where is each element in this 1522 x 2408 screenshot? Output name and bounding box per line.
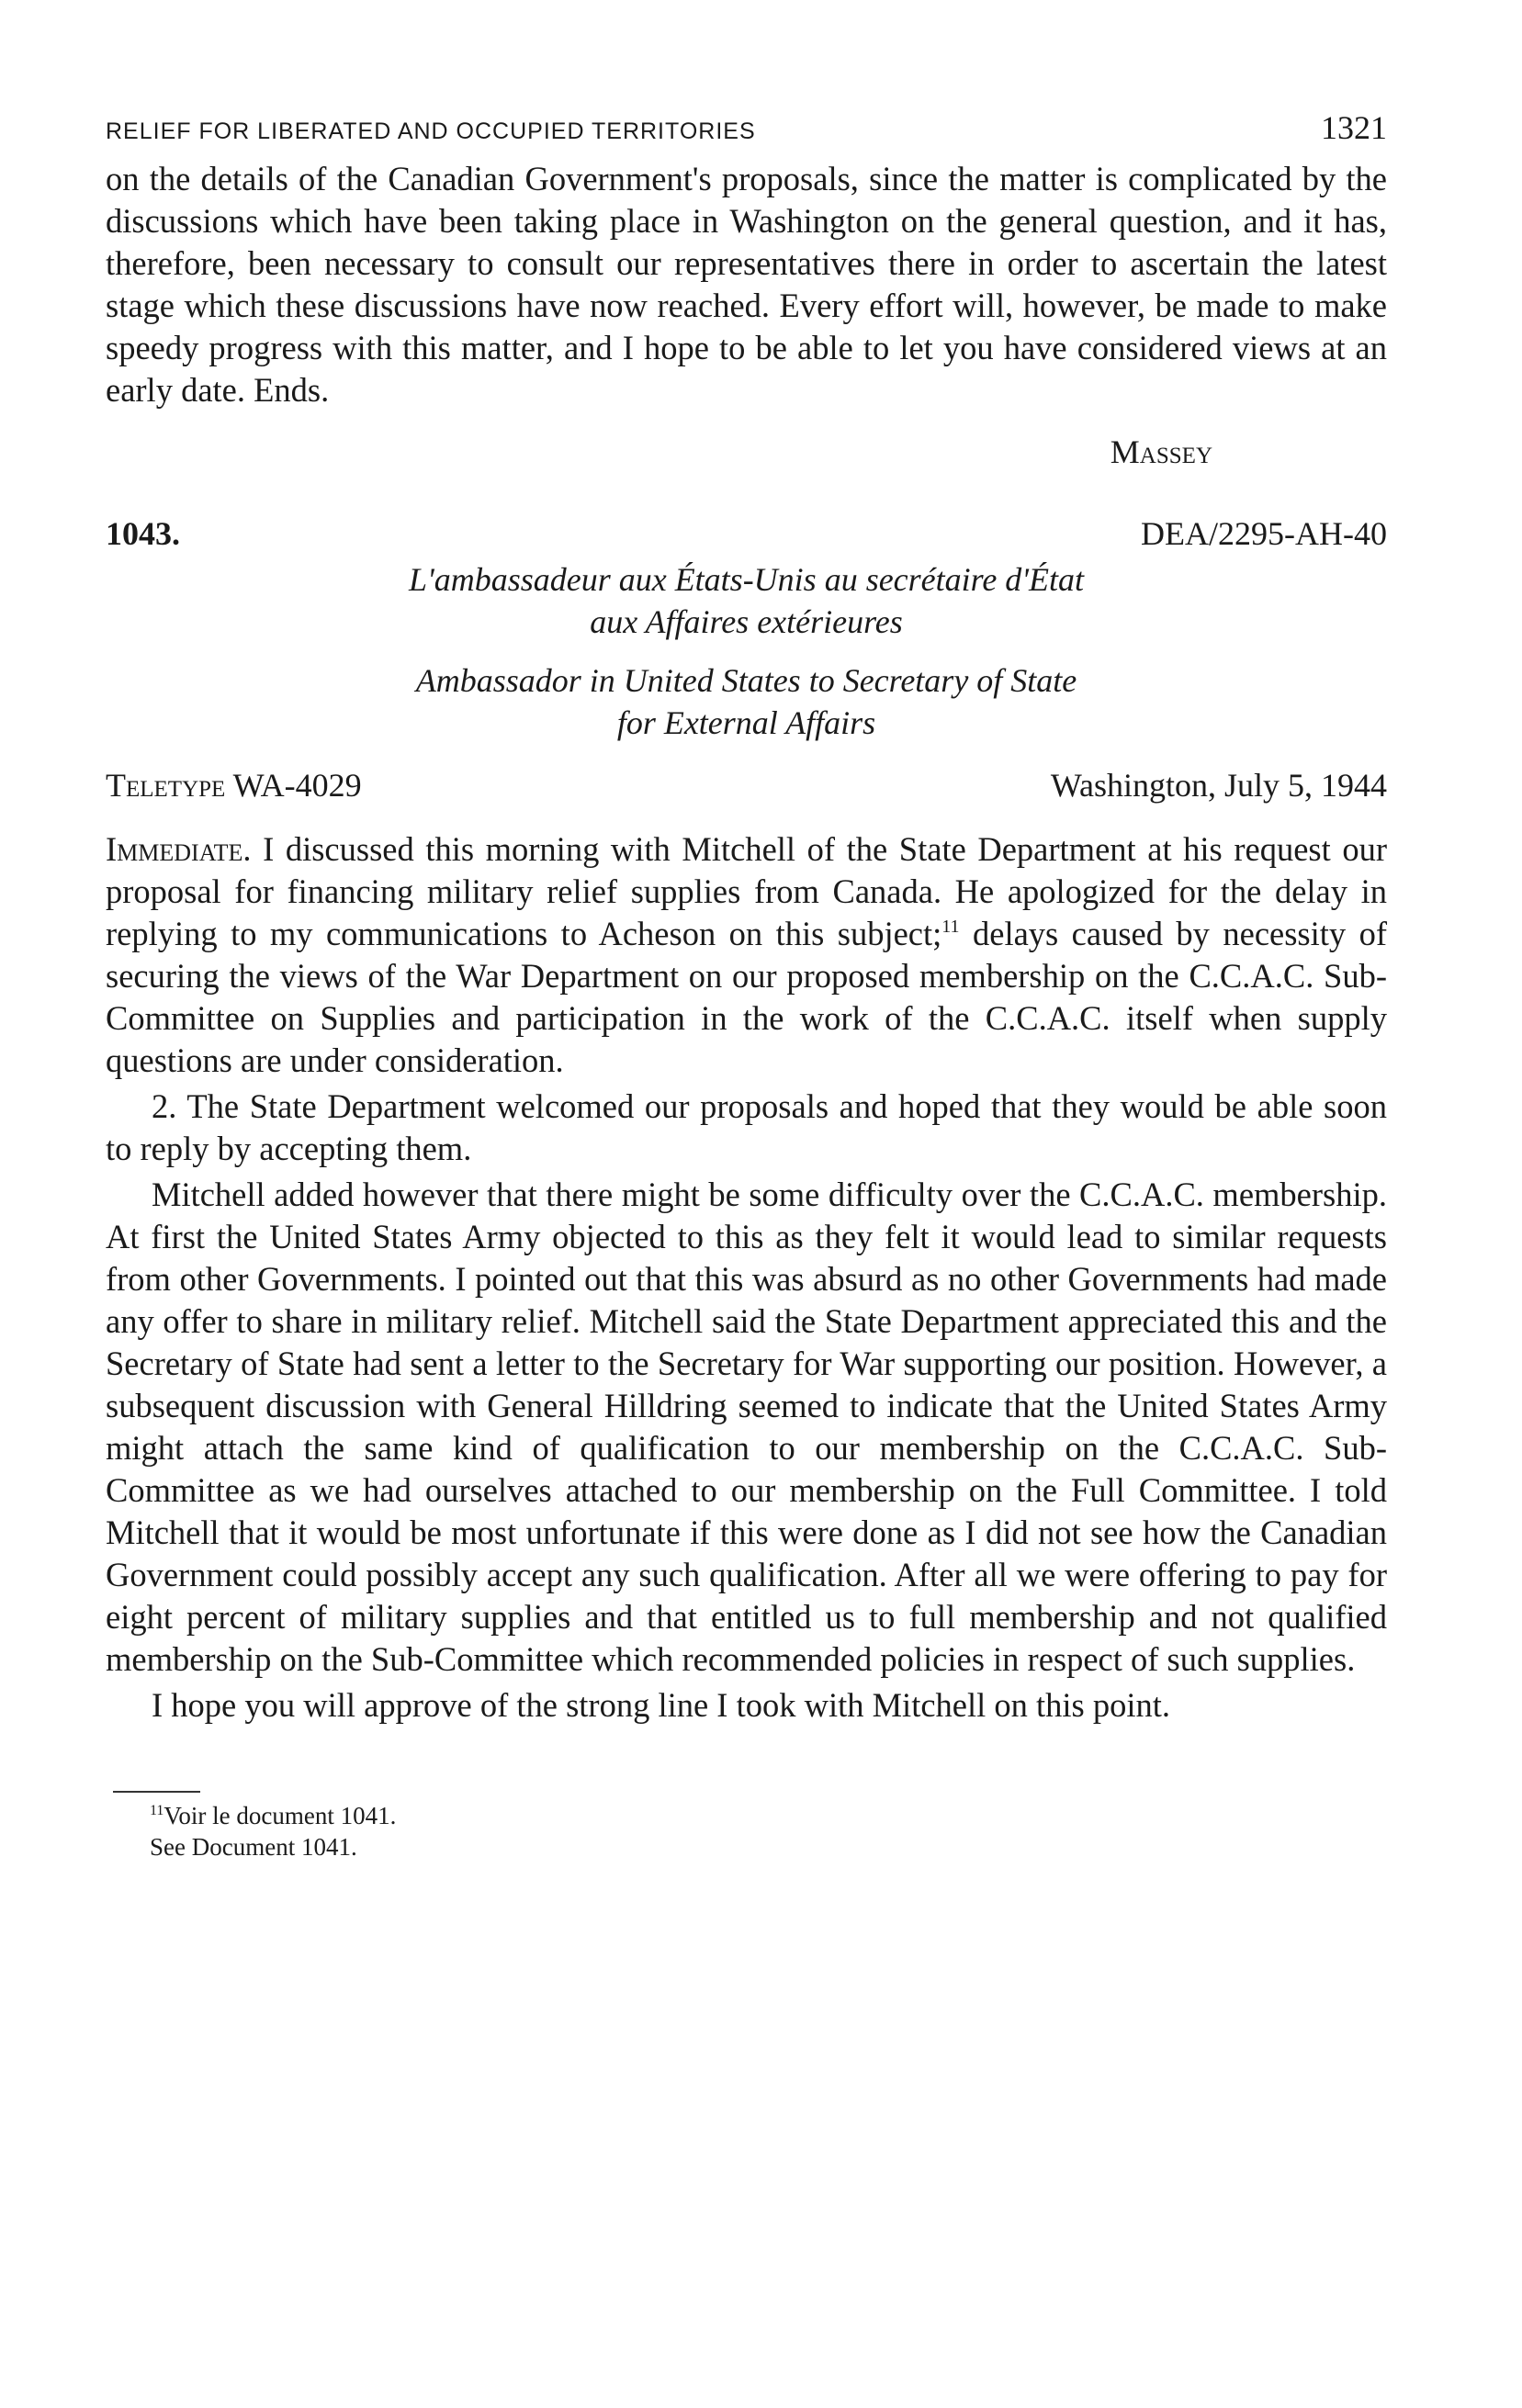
dateline: [106, 764, 1387, 806]
title-english-line-1: Ambassador in United States to Secretary of State: [415, 662, 1077, 699]
footnote-line-french: [150, 1800, 1387, 1831]
file-reference: DEA/2295-AH-40: [1141, 515, 1387, 552]
paragraph-2: 2. The State Department welcomed our proposals and hoped that they would be able soon to reply by accepting them.: [106, 1087, 1387, 1167]
title-english: [106, 659, 1387, 744]
title-english-line-2: for External Affairs: [616, 704, 876, 741]
footnote: [150, 1800, 1387, 1862]
footnote-marker: 11: [150, 1803, 164, 1818]
paragraph-1-text-b: delays caused by necessity of securing the views of the War Department on our proposed membership on the C.C.A.C. Sub-Committee on Supplies and participation in the work of the C.C.A.C. itself when supply questions are under consideration.: [106, 915, 1387, 1079]
footnote-reference: 11: [941, 917, 960, 937]
paragraph-3: Mitchell added however that there might be some difficulty over the C.C.A.C. membership. At first the United States Army objected to this as they felt it would lead to similar requests from other Governments. I pointed out that this was absurd as no other Governments had made any offer to share in military relief. Mitchell said the State Department appreciated this and the Secretary of State had sent a letter to the Secretary for War supporting our position. However, a subsequent discussion with General Hilldring seemed to indicate that the United States Army might attach the same kind of qualification to our membership on the C.C.A.C. Sub-Committee as we had ourselves attached to our membership on the Full Committee. I told Mitchell that it would be most unfortunate if this were done as I did not see how the Canadian Government could possibly accept any such qualification. After all we were offering to pay for eight percent of military supplies and that entitled us to full membership and not qualified membership on the Sub-Committee which recommended policies in respect of such supplies.: [106, 1176, 1387, 1678]
footnote-text-french: Voir le document 1041.: [163, 1802, 397, 1829]
running-title: RELIEF FOR LIBERATED AND OCCUPIED TERRITORIES: [106, 118, 756, 144]
continuation-paragraph: on the details of the Canadian Government's proposals, since the matter is complicated by the discussions which have been taking place in Washington on the general question, and it has, therefore, been necessary to consult our representatives there in order to ascertain the latest stage which these discussions have now reached. Every effort will, however, be made to make speedy progress with this matter, and I hope to be able to let you have considered views at an early date. Ends.: [106, 160, 1387, 409]
signature: Massey: [1110, 433, 1212, 470]
paragraph-4: I hope you will approve of the strong line I took with Mitchell on this point.: [152, 1686, 1171, 1724]
paragraph-1: [106, 828, 1387, 1082]
page-number: 1321: [1321, 109, 1387, 146]
title-french: [106, 558, 1387, 643]
title-french-line-2: aux Affaires extérieures: [590, 603, 903, 640]
footnote-line-english: See Document 1041.: [150, 1833, 357, 1861]
paragraph-1-text-a: I discussed this morning with Mitchell of the State Department at his request our proposal for financing military relief supplies from Canada. He apologized for the delay in replying to my communications to Acheson on this subject;: [106, 830, 1387, 952]
place-and-date: Washington, July 5, 1944: [1050, 767, 1387, 804]
title-french-line-1: L'ambassadeur aux États-Unis au secrétaire d'État: [408, 561, 1084, 598]
document-titles: [106, 558, 1387, 744]
document-page: [106, 108, 1387, 1862]
document-heading: [106, 512, 1387, 555]
teletype-number: Teletype WA-4029: [106, 767, 362, 804]
footnote-rule: [113, 1791, 200, 1793]
document-number: 1043.: [106, 515, 180, 552]
immediate-label: Immediate.: [106, 830, 252, 868]
running-header: [106, 108, 1387, 152]
